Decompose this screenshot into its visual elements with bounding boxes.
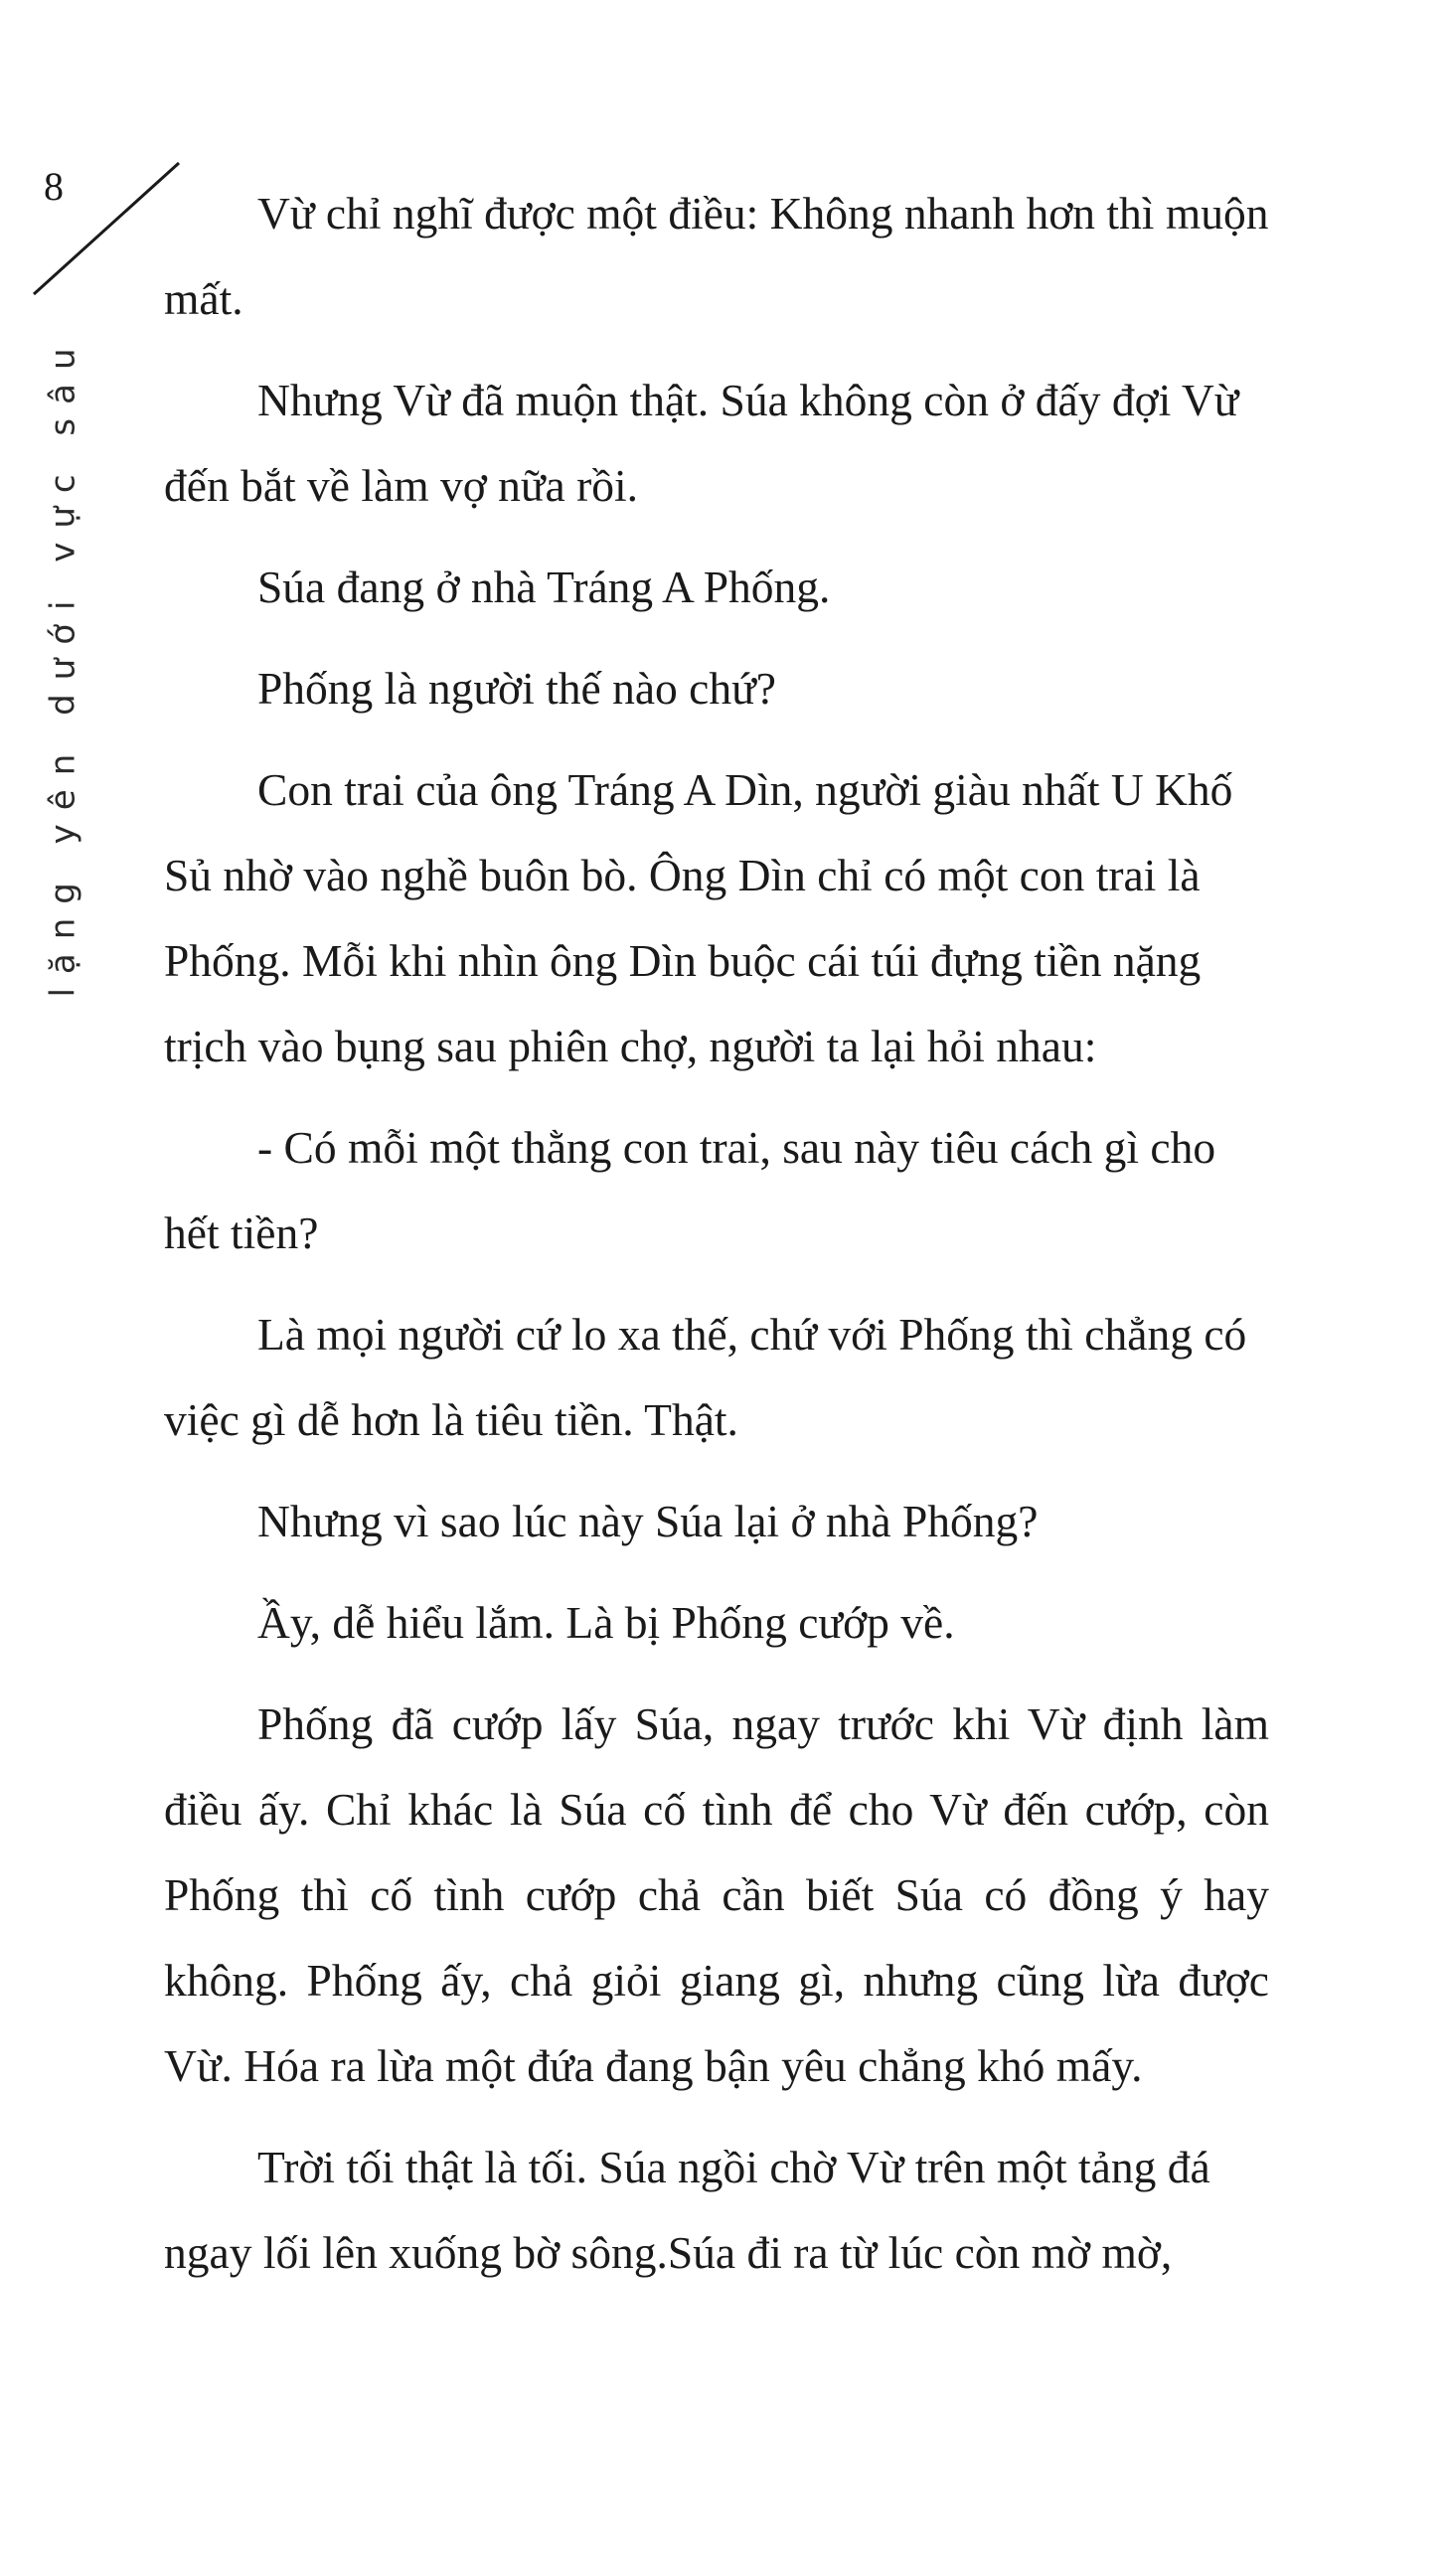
paragraph: Phống đã cướp lấy Súa, ngay trước khi Vừ định làm điều ấy. Chỉ khác là Súa cố tình để cho Vừ đến cướp, còn Phống thì cố tình cướp chả cần biết Súa có đồng ý hay không. Phống ấy, chả giỏi giang gì, nhưng cũng lừa được Vừ. Hóa ra lừa một đứa đang bận yêu chẳng khó mấy.	[164, 1698, 1269, 2091]
paragraph: Ầy, dễ hiểu lắm. Là bị Phống cướp về.	[257, 1597, 955, 1648]
paragraph: Trời tối thật là tối. Súa ngồi chờ Vừ trên một tảng đá ngay lối lên xuống bờ sông.Súa đi ra từ lúc còn mờ mờ,	[164, 2142, 1210, 2278]
paragraph: Con trai của ông Tráng A Dìn, người giàu nhất U Khố Sủ nhờ vào nghề buôn bò. Ông Dìn chỉ có một con trai là Phống. Mỗi khi nhìn ông Dìn buộc cái túi đựng tiền nặng trịch vào bụng sau phiên chợ, người ta lại hỏi nhau:	[164, 764, 1233, 1071]
paragraph: Nhưng vì sao lúc này Súa lại ở nhà Phống?	[257, 1496, 1039, 1546]
paragraph: Là mọi người cứ lo xa thế, chứ với Phống thì chẳng có việc gì dễ hơn là tiêu tiền. Thật.	[164, 1309, 1247, 1445]
text-body	[164, 171, 1269, 2312]
running-title	[34, 308, 93, 1024]
paragraph: Súa đang ở nhà Tráng A Phống.	[257, 562, 831, 612]
paragraph: Phống là người thế nào chứ?	[257, 663, 776, 714]
paragraph: Vừ chỉ nghĩ được một điều: Không nhanh hơn thì muộn mất.	[164, 188, 1269, 324]
page-number: 8	[44, 164, 64, 209]
running-title-text: lặng yên dưới vực sâu	[44, 334, 84, 998]
paragraph: Nhưng Vừ đã muộn thật. Súa không còn ở đấy đợi Vừ đến bắt về làm vợ nữa rồi.	[164, 375, 1239, 511]
paragraph: - Có mỗi một thằng con trai, sau này tiêu cách gì cho hết tiền?	[164, 1122, 1216, 1258]
